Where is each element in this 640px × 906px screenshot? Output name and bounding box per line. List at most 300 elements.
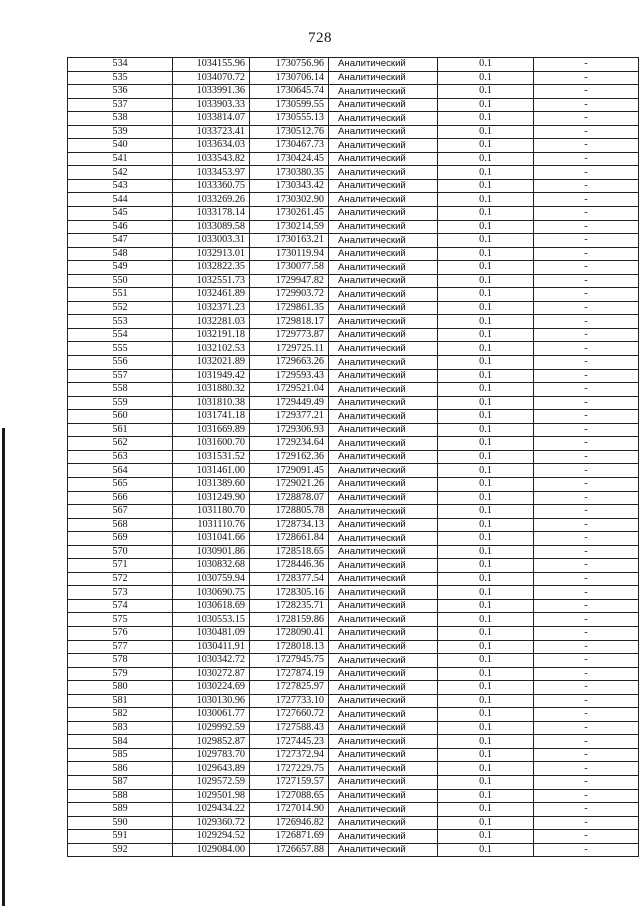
method-cell: Аналитический [329,315,438,329]
table-row [68,152,639,166]
y-coordinate-cell: 1727733.10 [250,694,329,708]
table-row [68,599,639,613]
y-coordinate-cell: 1730343.42 [250,179,329,193]
point-number-cell: 556 [68,356,173,370]
method-cell: Аналитический [329,532,438,546]
note-cell: - [534,152,639,166]
method-cell: Аналитический [329,681,438,695]
y-coordinate-cell: 1728661.84 [250,532,329,546]
point-number-cell: 583 [68,721,173,735]
point-number-cell: 549 [68,261,173,275]
point-number-cell: 540 [68,139,173,153]
table-row [68,816,639,830]
x-coordinate-cell: 1033269.26 [173,193,250,207]
point-number-cell: 566 [68,491,173,505]
point-number-cell: 575 [68,613,173,627]
table-row [68,207,639,221]
x-coordinate-cell: 1032371.23 [173,301,250,315]
point-number-cell: 582 [68,708,173,722]
accuracy-cell: 0.1 [438,125,534,139]
y-coordinate-cell: 1727825.97 [250,681,329,695]
table-row [68,234,639,248]
note-cell: - [534,803,639,817]
table-row [68,803,639,817]
x-coordinate-cell: 1031249.90 [173,491,250,505]
method-cell: Аналитический [329,748,438,762]
table-row [68,464,639,478]
note-cell: - [534,789,639,803]
method-cell: Аналитический [329,58,438,72]
table-row [68,179,639,193]
accuracy-cell: 0.1 [438,775,534,789]
note-cell: - [534,274,639,288]
method-cell: Аналитический [329,112,438,126]
note-cell: - [534,98,639,112]
note-cell: - [534,234,639,248]
table-row [68,518,639,532]
y-coordinate-cell: 1728878.07 [250,491,329,505]
x-coordinate-cell: 1031810.38 [173,396,250,410]
y-coordinate-cell: 1730706.14 [250,71,329,85]
accuracy-cell: 0.1 [438,667,534,681]
table-row [68,505,639,519]
accuracy-cell: 0.1 [438,423,534,437]
accuracy-cell: 0.1 [438,247,534,261]
x-coordinate-cell: 1031041.66 [173,532,250,546]
note-cell: - [534,342,639,356]
table-row [68,491,639,505]
point-number-cell: 580 [68,681,173,695]
table-row [68,220,639,234]
x-coordinate-cell: 1032021.89 [173,356,250,370]
y-coordinate-cell: 1729306.93 [250,423,329,437]
y-coordinate-cell: 1729234.64 [250,437,329,451]
table-row [68,667,639,681]
y-coordinate-cell: 1729377.21 [250,410,329,424]
note-cell: - [534,315,639,329]
margin-scan-line [2,428,5,906]
note-cell: - [534,816,639,830]
point-number-cell: 581 [68,694,173,708]
method-cell: Аналитический [329,667,438,681]
table-row [68,789,639,803]
method-cell: Аналитический [329,613,438,627]
accuracy-cell: 0.1 [438,491,534,505]
point-number-cell: 587 [68,775,173,789]
x-coordinate-cell: 1033003.31 [173,234,250,248]
note-cell: - [534,599,639,613]
method-cell: Аналитический [329,220,438,234]
accuracy-cell: 0.1 [438,437,534,451]
method-cell: Аналитический [329,843,438,857]
point-number-cell: 554 [68,328,173,342]
y-coordinate-cell: 1728518.65 [250,545,329,559]
table-row [68,98,639,112]
note-cell: - [534,288,639,302]
method-cell: Аналитический [329,586,438,600]
x-coordinate-cell: 1031110.76 [173,518,250,532]
accuracy-cell: 0.1 [438,640,534,654]
table-row [68,396,639,410]
y-coordinate-cell: 1730261.45 [250,207,329,221]
accuracy-cell: 0.1 [438,315,534,329]
accuracy-cell: 0.1 [438,193,534,207]
note-cell: - [534,71,639,85]
table-row [68,640,639,654]
y-coordinate-cell: 1727945.75 [250,654,329,668]
table-row [68,559,639,573]
table-row [68,315,639,329]
note-cell: - [534,247,639,261]
y-coordinate-cell: 1729663.26 [250,356,329,370]
method-cell: Аналитический [329,193,438,207]
y-coordinate-cell: 1727088.65 [250,789,329,803]
point-number-cell: 577 [68,640,173,654]
accuracy-cell: 0.1 [438,152,534,166]
y-coordinate-cell: 1728018.13 [250,640,329,654]
note-cell: - [534,762,639,776]
method-cell: Аналитический [329,301,438,315]
table-row [68,681,639,695]
point-number-cell: 547 [68,234,173,248]
method-cell: Аналитический [329,410,438,424]
note-cell: - [534,356,639,370]
x-coordinate-cell: 1029501.98 [173,789,250,803]
method-cell: Аналитический [329,152,438,166]
method-cell: Аналитический [329,654,438,668]
note-cell: - [534,464,639,478]
accuracy-cell: 0.1 [438,112,534,126]
table-row [68,843,639,857]
table-row [68,85,639,99]
point-number-cell: 592 [68,843,173,857]
method-cell: Аналитический [329,369,438,383]
x-coordinate-cell: 1033634.03 [173,139,250,153]
accuracy-cell: 0.1 [438,708,534,722]
accuracy-cell: 0.1 [438,626,534,640]
point-number-cell: 546 [68,220,173,234]
note-cell: - [534,220,639,234]
table-row [68,748,639,762]
note-cell: - [534,640,639,654]
note-cell: - [534,328,639,342]
y-coordinate-cell: 1727229.75 [250,762,329,776]
note-cell: - [534,423,639,437]
point-number-cell: 537 [68,98,173,112]
x-coordinate-cell: 1033178.14 [173,207,250,221]
table-row [68,477,639,491]
accuracy-cell: 0.1 [438,356,534,370]
method-cell: Аналитический [329,207,438,221]
table-row [68,613,639,627]
x-coordinate-cell: 1033903.33 [173,98,250,112]
y-coordinate-cell: 1728734.13 [250,518,329,532]
accuracy-cell: 0.1 [438,98,534,112]
accuracy-cell: 0.1 [438,288,534,302]
method-cell: Аналитический [329,505,438,519]
point-number-cell: 564 [68,464,173,478]
y-coordinate-cell: 1729521.04 [250,383,329,397]
y-coordinate-cell: 1730302.90 [250,193,329,207]
note-cell: - [534,301,639,315]
accuracy-cell: 0.1 [438,58,534,72]
method-cell: Аналитический [329,640,438,654]
method-cell: Аналитический [329,328,438,342]
method-cell: Аналитический [329,518,438,532]
table-row [68,735,639,749]
table-row [68,193,639,207]
table-row [68,572,639,586]
accuracy-cell: 0.1 [438,220,534,234]
point-number-cell: 559 [68,396,173,410]
y-coordinate-cell: 1727372.94 [250,748,329,762]
note-cell: - [534,139,639,153]
accuracy-cell: 0.1 [438,410,534,424]
method-cell: Аналитический [329,423,438,437]
table-row [68,626,639,640]
method-cell: Аналитический [329,356,438,370]
y-coordinate-cell: 1729021.26 [250,477,329,491]
y-coordinate-cell: 1727445.23 [250,735,329,749]
accuracy-cell: 0.1 [438,532,534,546]
y-coordinate-cell: 1730756.96 [250,58,329,72]
x-coordinate-cell: 1031389.60 [173,477,250,491]
note-cell: - [534,694,639,708]
accuracy-cell: 0.1 [438,830,534,844]
note-cell: - [534,58,639,72]
method-cell: Аналитический [329,125,438,139]
y-coordinate-cell: 1726946.82 [250,816,329,830]
point-number-cell: 560 [68,410,173,424]
table-row [68,125,639,139]
point-number-cell: 591 [68,830,173,844]
x-coordinate-cell: 1033543.82 [173,152,250,166]
method-cell: Аналитический [329,464,438,478]
x-coordinate-cell: 1031669.89 [173,423,250,437]
x-coordinate-cell: 1032913.01 [173,247,250,261]
method-cell: Аналитический [329,71,438,85]
table-row [68,356,639,370]
x-coordinate-cell: 1029643.89 [173,762,250,776]
y-coordinate-cell: 1729162.36 [250,450,329,464]
x-coordinate-cell: 1033453.97 [173,166,250,180]
accuracy-cell: 0.1 [438,681,534,695]
x-coordinate-cell: 1033723.41 [173,125,250,139]
table-row [68,450,639,464]
method-cell: Аналитический [329,166,438,180]
note-cell: - [534,613,639,627]
method-cell: Аналитический [329,85,438,99]
x-coordinate-cell: 1030224.69 [173,681,250,695]
note-cell: - [534,369,639,383]
table-row [68,586,639,600]
method-cell: Аналитический [329,234,438,248]
x-coordinate-cell: 1032102.53 [173,342,250,356]
accuracy-cell: 0.1 [438,721,534,735]
x-coordinate-cell: 1030618.69 [173,599,250,613]
table-row [68,762,639,776]
note-cell: - [534,505,639,519]
point-number-cell: 570 [68,545,173,559]
point-number-cell: 541 [68,152,173,166]
note-cell: - [534,437,639,451]
note-cell: - [534,735,639,749]
accuracy-cell: 0.1 [438,85,534,99]
y-coordinate-cell: 1729947.82 [250,274,329,288]
method-cell: Аналитический [329,830,438,844]
x-coordinate-cell: 1030411.91 [173,640,250,654]
point-number-cell: 548 [68,247,173,261]
y-coordinate-cell: 1727874.19 [250,667,329,681]
point-number-cell: 572 [68,572,173,586]
x-coordinate-cell: 1029852.87 [173,735,250,749]
x-coordinate-cell: 1029434.22 [173,803,250,817]
accuracy-cell: 0.1 [438,261,534,275]
y-coordinate-cell: 1730555.13 [250,112,329,126]
y-coordinate-cell: 1730424.45 [250,152,329,166]
accuracy-cell: 0.1 [438,396,534,410]
method-cell: Аналитический [329,789,438,803]
table-row [68,71,639,85]
y-coordinate-cell: 1729861.35 [250,301,329,315]
y-coordinate-cell: 1730163.21 [250,234,329,248]
y-coordinate-cell: 1730645.74 [250,85,329,99]
x-coordinate-cell: 1032281.03 [173,315,250,329]
y-coordinate-cell: 1729903.72 [250,288,329,302]
x-coordinate-cell: 1029294.52 [173,830,250,844]
table-row [68,112,639,126]
note-cell: - [534,396,639,410]
accuracy-cell: 0.1 [438,816,534,830]
point-number-cell: 568 [68,518,173,532]
table-row [68,410,639,424]
table-row [68,423,639,437]
accuracy-cell: 0.1 [438,477,534,491]
y-coordinate-cell: 1729593.43 [250,369,329,383]
note-cell: - [534,193,639,207]
y-coordinate-cell: 1728377.54 [250,572,329,586]
y-coordinate-cell: 1727660.72 [250,708,329,722]
accuracy-cell: 0.1 [438,383,534,397]
table-row [68,288,639,302]
method-cell: Аналитический [329,626,438,640]
x-coordinate-cell: 1030342.72 [173,654,250,668]
accuracy-cell: 0.1 [438,179,534,193]
method-cell: Аналитический [329,762,438,776]
method-cell: Аналитический [329,735,438,749]
x-coordinate-cell: 1031880.32 [173,383,250,397]
x-coordinate-cell: 1030690.75 [173,586,250,600]
note-cell: - [534,626,639,640]
x-coordinate-cell: 1032191.18 [173,328,250,342]
y-coordinate-cell: 1728305.16 [250,586,329,600]
accuracy-cell: 0.1 [438,613,534,627]
coordinates-table [67,57,639,857]
point-number-cell: 557 [68,369,173,383]
y-coordinate-cell: 1728235.71 [250,599,329,613]
point-number-cell: 552 [68,301,173,315]
point-number-cell: 544 [68,193,173,207]
accuracy-cell: 0.1 [438,762,534,776]
y-coordinate-cell: 1729818.17 [250,315,329,329]
note-cell: - [534,532,639,546]
accuracy-cell: 0.1 [438,843,534,857]
note-cell: - [534,572,639,586]
method-cell: Аналитический [329,139,438,153]
x-coordinate-cell: 1031531.52 [173,450,250,464]
table-row [68,532,639,546]
table-row [68,328,639,342]
x-coordinate-cell: 1029084.00 [173,843,250,857]
table-row [68,654,639,668]
method-cell: Аналитический [329,342,438,356]
point-number-cell: 536 [68,85,173,99]
accuracy-cell: 0.1 [438,369,534,383]
accuracy-cell: 0.1 [438,559,534,573]
table-row [68,261,639,275]
point-number-cell: 586 [68,762,173,776]
note-cell: - [534,450,639,464]
note-cell: - [534,843,639,857]
note-cell: - [534,545,639,559]
method-cell: Аналитический [329,261,438,275]
point-number-cell: 535 [68,71,173,85]
point-number-cell: 542 [68,166,173,180]
method-cell: Аналитический [329,383,438,397]
method-cell: Аналитический [329,477,438,491]
method-cell: Аналитический [329,694,438,708]
y-coordinate-cell: 1728446.36 [250,559,329,573]
accuracy-cell: 0.1 [438,274,534,288]
note-cell: - [534,721,639,735]
method-cell: Аналитический [329,491,438,505]
x-coordinate-cell: 1030481.09 [173,626,250,640]
accuracy-cell: 0.1 [438,748,534,762]
method-cell: Аналитический [329,437,438,451]
accuracy-cell: 0.1 [438,735,534,749]
accuracy-cell: 0.1 [438,572,534,586]
method-cell: Аналитический [329,816,438,830]
x-coordinate-cell: 1029572.59 [173,775,250,789]
note-cell: - [534,708,639,722]
method-cell: Аналитический [329,545,438,559]
x-coordinate-cell: 1029783.70 [173,748,250,762]
y-coordinate-cell: 1729773.87 [250,328,329,342]
table-row [68,139,639,153]
x-coordinate-cell: 1033089.58 [173,220,250,234]
table-row [68,437,639,451]
method-cell: Аналитический [329,396,438,410]
point-number-cell: 567 [68,505,173,519]
y-coordinate-cell: 1728090.41 [250,626,329,640]
point-number-cell: 545 [68,207,173,221]
accuracy-cell: 0.1 [438,464,534,478]
x-coordinate-cell: 1029360.72 [173,816,250,830]
x-coordinate-cell: 1030061.77 [173,708,250,722]
point-number-cell: 553 [68,315,173,329]
method-cell: Аналитический [329,450,438,464]
accuracy-cell: 0.1 [438,599,534,613]
x-coordinate-cell: 1031180.70 [173,505,250,519]
method-cell: Аналитический [329,775,438,789]
point-number-cell: 543 [68,179,173,193]
point-number-cell: 571 [68,559,173,573]
note-cell: - [534,491,639,505]
y-coordinate-cell: 1727014.90 [250,803,329,817]
x-coordinate-cell: 1033360.75 [173,179,250,193]
note-cell: - [534,383,639,397]
accuracy-cell: 0.1 [438,586,534,600]
